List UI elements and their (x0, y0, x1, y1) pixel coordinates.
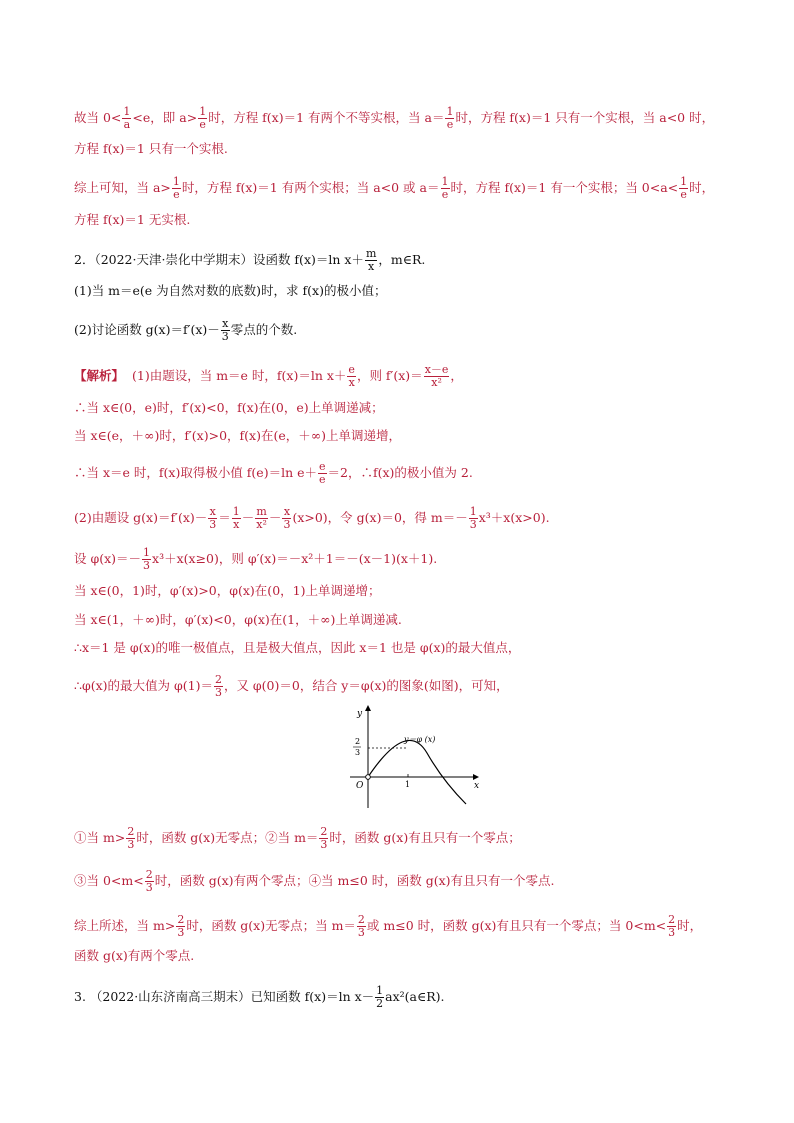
text: x³＋x(x≥0)，则 φ′(x)＝－x²＋1＝－(x－1)(x＋1). (152, 551, 438, 566)
solution-line-7 (74, 583, 380, 599)
solution-line-8 (74, 612, 402, 628)
text: ∴当 x＝e 时，f(x)取得极小值 f(e)＝ln e＋ (74, 465, 317, 480)
text: － (268, 510, 282, 525)
y-tick-numerator: 2 (355, 737, 361, 746)
text: 当 x∈(1，＋∞)时，φ′(x)<0，φ(x)在(1，＋∞)上单调递减. (74, 612, 402, 627)
text: 时，方程 f(x)＝1 有两个不等实根，当 a＝ (208, 110, 445, 125)
text: (x>0)，令 g(x)＝0，得 m＝－ (292, 510, 468, 525)
solution-line-5 (74, 506, 550, 531)
curve-label: y＝φ (x) (404, 735, 436, 744)
text: 综上可知，当 a> (74, 180, 171, 195)
fraction: $\frac{1}{e}$ (446, 105, 454, 131)
fraction: $\frac{1}{e}$ (680, 175, 688, 201)
fraction: $\frac{1}{2}$ (376, 984, 384, 1010)
text: 时，函数 g(x)无零点；②当 m＝ (136, 830, 319, 845)
text: ∴x＝1 是 φ(x)的唯一极值点，且是极大值点，因此 x＝1 也是 φ(x)的最大值点， (74, 640, 521, 655)
summary-line-2 (74, 948, 194, 964)
text: ③当 0<m< (74, 873, 144, 888)
text: 函数 g(x)有两个零点. (74, 948, 195, 963)
fraction: $\frac{1}{3}$ (143, 546, 151, 572)
answer-line-4 (74, 212, 190, 228)
fraction: $\frac{1}{e}$ (441, 175, 449, 201)
text: (2)由题设 g(x)＝f′(x)－ (74, 510, 208, 525)
solution-line-1 (74, 364, 463, 389)
fraction: $\frac{2}{3}$ (145, 868, 153, 894)
solution-line-6 (74, 547, 437, 572)
text: (1)由题设，当 m＝e 时，f(x)＝ln x＋ (132, 368, 347, 383)
fraction: $\frac{x}{3}$ (221, 317, 229, 343)
origin-label: O (356, 781, 364, 791)
text: 设 φ(x)＝－ (74, 551, 142, 566)
text: x³＋x(x>0). (478, 510, 550, 525)
fraction: $\frac{e}{x}$ (348, 363, 355, 389)
fraction: $\frac{x}{3}$ (283, 505, 291, 531)
case-line-1 (74, 826, 521, 851)
origin-point (366, 775, 371, 780)
text: ＝ (218, 510, 231, 525)
text: 零点的个数. (230, 322, 298, 337)
summary-line-1 (74, 914, 702, 939)
text: ∴当 x∈(0，e)时，f′(x)<0，f(x)在(0，e)上单调递减； (74, 400, 384, 415)
text: (2)讨论函数 g(x)＝f′(x)－ (74, 322, 220, 337)
text: 3. （2022·山东济南高三期末）已知函数 f(x)＝ln x－ (74, 989, 375, 1004)
text: 当 x∈(0，1)时，φ′(x)>0，φ(x)在(0，1)上单调递增； (74, 583, 381, 598)
question-2-part-1 (74, 283, 386, 299)
text: ＝2，∴f(x)的极小值为 2. (327, 465, 473, 480)
text: 2．（2022·天津·崇化中学期末）设函数 f(x)＝ln x＋ (74, 252, 364, 267)
text: ，又 φ(0)＝0，结合 y＝φ(x)的图象(如图)，可知， (223, 678, 509, 693)
solution-line-2 (74, 400, 384, 416)
fraction: $\frac{2}{3}$ (357, 913, 365, 939)
solution-line-9 (74, 640, 520, 656)
question-2-title (74, 248, 425, 273)
fraction: $\frac{1}{e}$ (172, 175, 180, 201)
text: 方程 f(x)＝1 无实根. (74, 212, 191, 227)
solution-line-4 (74, 461, 473, 486)
text: 方程 f(x)＝1 只有一个实根. (74, 141, 228, 156)
fraction: $\frac{x-e}{\text{x²}}$ (424, 363, 449, 389)
fraction: $\frac{e}{e}$ (319, 460, 326, 486)
x-tick-label: 1 (405, 780, 411, 789)
text: ，m∈R. (378, 252, 426, 267)
fraction: $\frac{2}{3}$ (177, 913, 185, 939)
text: 或 m≤0 时，函数 g(x)有且只有一个零点；当 0<m< (366, 918, 667, 933)
text: 时， (689, 180, 715, 195)
phi-curve (368, 740, 466, 804)
fraction: $\frac{1}{3}$ (469, 505, 477, 531)
fraction: $\frac{2}{3}$ (214, 673, 222, 699)
text: 时，方程 f(x)＝1 有一个实根；当 0<a< (450, 180, 679, 195)
fraction: $\frac{2}{3}$ (668, 913, 676, 939)
solution-tag: 【解析】 (74, 368, 125, 383)
text: 当 x∈(e，＋∞)时，f′(x)>0，f(x)在(e，＋∞)上单调递增， (74, 428, 402, 443)
question-3-title (74, 985, 445, 1010)
text: 时， (677, 918, 703, 933)
fraction: $\frac{2}{3}$ (127, 825, 135, 851)
text: ax²(a∈R). (385, 989, 445, 1004)
solution-line-3 (74, 428, 401, 444)
text: 时，方程 f(x)＝1 有两个实根；当 a<0 或 a＝ (181, 180, 440, 195)
fraction: $\frac{1}{x}$ (232, 505, 240, 531)
x-axis-label: x (474, 781, 480, 791)
answer-line-1 (74, 106, 714, 131)
text: 综上所述，当 m> (74, 918, 176, 933)
text: ①当 m> (74, 830, 126, 845)
fraction: $\frac{m}{x}$ (365, 247, 377, 273)
text: <e，即 a> (132, 110, 198, 125)
solution-line-10 (74, 674, 509, 699)
fraction: $\frac{2}{3}$ (320, 825, 328, 851)
text: 时，函数 g(x)无零点；当 m＝ (186, 918, 356, 933)
text: － (241, 510, 255, 525)
phi-graph (328, 700, 488, 810)
text: 时，方程 f(x)＝1 只有一个实根，当 a<0 时， (455, 110, 715, 125)
text: ， (450, 368, 463, 383)
answer-line-3 (74, 176, 714, 201)
question-2-part-2 (74, 318, 297, 343)
text: (1)当 m＝e(e 为自然对数的底数)时，求 f(x)的极小值； (74, 283, 387, 298)
case-line-2 (74, 869, 555, 894)
text: 时，函数 g(x)有且只有一个零点； (329, 830, 521, 845)
text: 故当 0< (74, 110, 122, 125)
text: ，则 f′(x)＝ (356, 368, 423, 383)
fraction: $\frac{1}{e}$ (199, 105, 207, 131)
text: ∴φ(x)的最大值为 φ(1)＝ (74, 678, 213, 693)
fraction: $\frac{m}{\text{x²}}$ (256, 505, 267, 531)
answer-line-2 (74, 141, 228, 157)
text: 时，函数 g(x)有两个零点；④当 m≤0 时，函数 g(x)有且只有一个零点. (154, 873, 555, 888)
y-tick-denominator: 3 (355, 748, 361, 757)
y-axis-label: y (357, 709, 363, 719)
fraction: $\frac{1}{a}$ (123, 105, 131, 131)
fraction: $\frac{x}{3}$ (209, 505, 217, 531)
